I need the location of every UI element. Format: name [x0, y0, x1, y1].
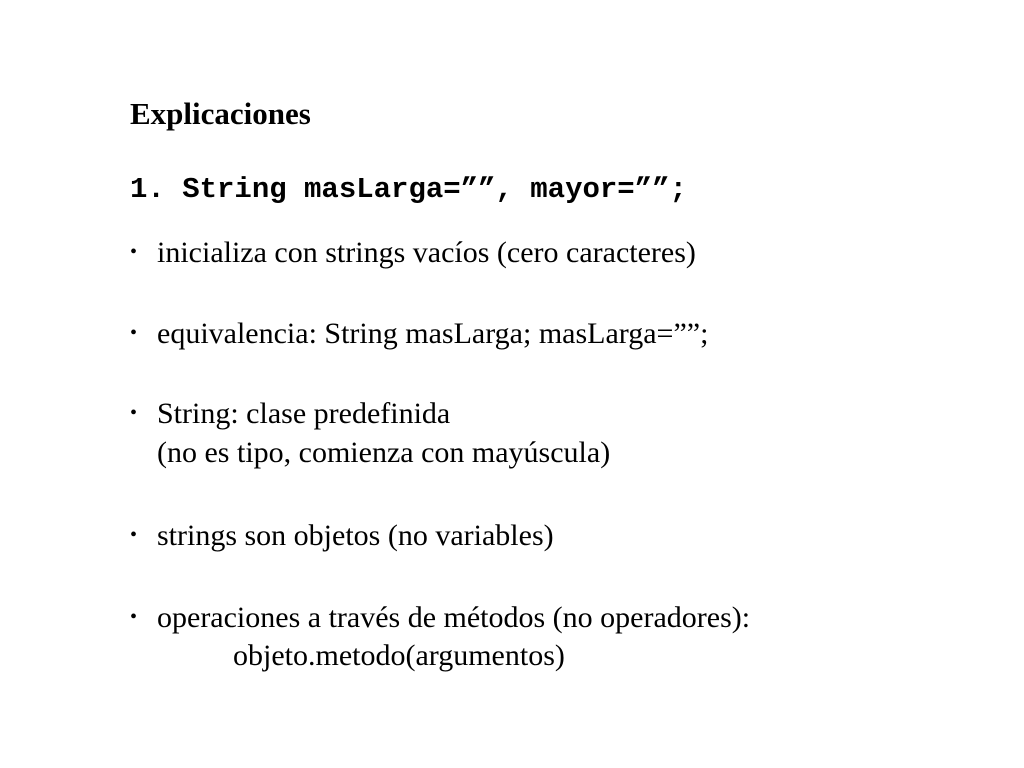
- bullet-text: operaciones a través de métodos (no operadores):: [157, 601, 751, 634]
- bullet-item: [130, 232, 696, 273]
- bullet-item: [130, 393, 450, 434]
- bullet-text: equivalencia: String masLarga; masLarga=””;: [157, 317, 709, 350]
- bullet-dot-icon: •: [130, 322, 138, 344]
- bullet-dot-icon: •: [130, 606, 138, 628]
- bullet-dot-icon: •: [130, 241, 138, 263]
- bullet-text: strings son objetos (no variables): [157, 519, 554, 552]
- bullet-text: inicializa con strings vacíos (cero caracteres): [157, 236, 696, 269]
- code-declaration: 1. String masLarga=””, mayor=””;: [130, 173, 687, 206]
- bullet-dot-icon: •: [130, 402, 138, 424]
- bullet-item: [130, 515, 554, 556]
- bullet-item: [130, 597, 750, 638]
- bullet-text: String: clase predefinida: [157, 397, 451, 430]
- bullet-continuation: (no es tipo, comienza con mayúscula): [157, 436, 611, 469]
- bullet-dot-icon: •: [130, 524, 138, 546]
- slide-title: Explicaciones: [130, 96, 311, 131]
- bullet-item: [130, 313, 708, 354]
- code-example: objeto.metodo(argumentos): [233, 639, 565, 672]
